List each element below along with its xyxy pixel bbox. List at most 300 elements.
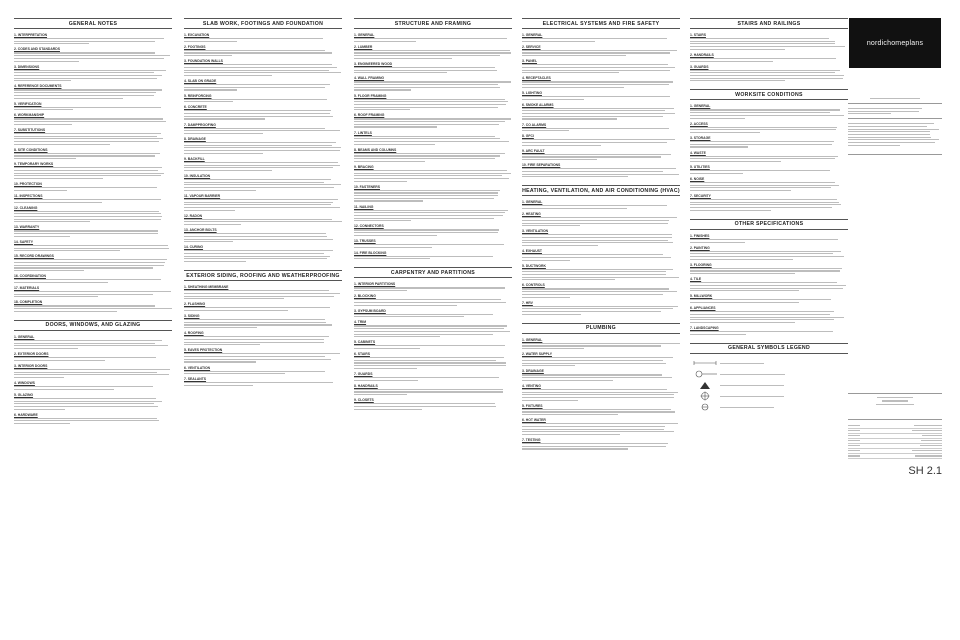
note-item bbox=[522, 229, 680, 246]
text-line bbox=[184, 75, 272, 76]
note-heading: 5. REINFORCING bbox=[184, 93, 212, 98]
legend-label-line bbox=[720, 385, 784, 386]
elevation-marker-icon bbox=[690, 370, 720, 378]
note-item bbox=[354, 398, 512, 409]
text-line bbox=[522, 431, 674, 432]
text-line bbox=[14, 262, 165, 263]
text-line bbox=[690, 207, 832, 208]
note-item bbox=[522, 33, 680, 42]
note-heading: 1. INTERIOR PARTITIONS bbox=[354, 282, 396, 287]
text-line bbox=[848, 126, 927, 127]
text-line bbox=[14, 43, 89, 44]
section-title: CARPENTRY AND PARTITIONS bbox=[354, 267, 512, 278]
note-item bbox=[14, 286, 172, 297]
text-line bbox=[14, 107, 161, 108]
note-heading: 6. SMOKE ALARMS bbox=[522, 102, 554, 107]
note-heading: 5. LIGHTING bbox=[522, 90, 542, 95]
text-line bbox=[354, 141, 509, 142]
text-line bbox=[184, 310, 288, 311]
text-line bbox=[522, 116, 663, 117]
note-item bbox=[354, 185, 512, 202]
note-item bbox=[14, 33, 172, 44]
text-line bbox=[690, 256, 844, 257]
text-line bbox=[184, 87, 325, 88]
text-line bbox=[184, 101, 233, 102]
text-line bbox=[522, 423, 678, 424]
text-line bbox=[690, 270, 840, 271]
text-line bbox=[690, 75, 844, 76]
text-line bbox=[184, 322, 326, 323]
text-line bbox=[354, 389, 503, 390]
text-line bbox=[354, 394, 407, 395]
text-line bbox=[14, 211, 159, 212]
text-line bbox=[14, 221, 90, 222]
text-line bbox=[690, 239, 838, 240]
legend-label-line bbox=[720, 407, 774, 408]
text-line bbox=[14, 75, 162, 76]
text-line bbox=[14, 167, 162, 168]
note-heading: 6. CONCRETE bbox=[184, 105, 207, 110]
text-line bbox=[14, 296, 98, 297]
note-heading: 11. VAPOUR BARRIER bbox=[184, 193, 221, 198]
text-line bbox=[848, 137, 931, 138]
text-line bbox=[14, 72, 154, 73]
note-heading: 4. TRIM bbox=[354, 320, 367, 325]
note-item bbox=[354, 294, 512, 305]
notes-column-3 bbox=[354, 18, 512, 625]
drawing-sheet bbox=[14, 18, 944, 625]
text-line bbox=[522, 446, 666, 447]
text-line bbox=[690, 242, 745, 243]
note-heading: 1. STAIRS bbox=[690, 33, 706, 37]
note-item bbox=[522, 59, 680, 73]
text-line bbox=[184, 72, 341, 73]
note-item bbox=[184, 377, 342, 386]
text-line bbox=[184, 327, 257, 328]
text-line bbox=[184, 290, 329, 291]
text-line bbox=[690, 173, 743, 174]
note-heading: 2. HEATING bbox=[522, 212, 541, 217]
text-line bbox=[14, 58, 164, 59]
note-heading: 6. VENTILATION bbox=[184, 365, 211, 370]
title-line bbox=[870, 98, 920, 99]
text-line bbox=[690, 112, 830, 113]
text-line bbox=[184, 353, 340, 354]
note-item bbox=[690, 294, 848, 303]
text-line bbox=[848, 455, 860, 456]
text-line bbox=[522, 208, 627, 209]
note-heading: 5. CABINETS bbox=[354, 340, 376, 345]
note-item bbox=[690, 65, 848, 82]
text-line bbox=[354, 67, 495, 68]
text-line bbox=[14, 95, 154, 96]
text-line bbox=[354, 377, 499, 378]
text-line bbox=[14, 401, 162, 402]
text-line bbox=[522, 67, 675, 68]
detail-marker-icon bbox=[690, 403, 720, 411]
text-line bbox=[690, 322, 795, 323]
text-line bbox=[14, 308, 172, 309]
text-line bbox=[522, 294, 663, 295]
note-item bbox=[354, 45, 512, 59]
text-line bbox=[184, 145, 332, 146]
text-line bbox=[354, 104, 506, 105]
text-line bbox=[522, 38, 667, 39]
text-line bbox=[522, 269, 673, 270]
text-line bbox=[354, 345, 505, 346]
text-line bbox=[184, 170, 272, 171]
text-line bbox=[354, 124, 499, 125]
note-item bbox=[690, 122, 848, 133]
note-item bbox=[14, 102, 172, 111]
text-line bbox=[354, 170, 507, 171]
note-item bbox=[184, 214, 342, 225]
text-line bbox=[690, 317, 844, 318]
text-line bbox=[354, 365, 506, 366]
note-item bbox=[690, 33, 848, 50]
note-heading: 10. FIRE SEPARATIONS bbox=[522, 163, 561, 168]
note-heading: 18. COMPLETION bbox=[14, 300, 43, 305]
text-line bbox=[354, 212, 505, 213]
note-item bbox=[354, 148, 512, 162]
note-heading: 8. HANDRAILS bbox=[354, 383, 378, 388]
text-line bbox=[14, 41, 155, 42]
text-line bbox=[690, 319, 834, 320]
text-line bbox=[354, 101, 508, 102]
note-item bbox=[522, 418, 680, 435]
text-line bbox=[354, 198, 494, 199]
text-line bbox=[14, 153, 160, 154]
note-item bbox=[14, 84, 172, 98]
text-line bbox=[354, 244, 504, 245]
note-heading: 8. GFCI bbox=[522, 134, 534, 139]
text-line bbox=[690, 49, 785, 50]
text-line bbox=[690, 161, 781, 162]
note-heading: 14. CURING bbox=[184, 245, 204, 250]
note-item bbox=[14, 113, 172, 124]
note-item bbox=[354, 282, 512, 291]
note-heading: 13. TRUSSES bbox=[354, 238, 376, 243]
text-line bbox=[14, 248, 169, 249]
text-line bbox=[522, 308, 673, 309]
text-line bbox=[522, 277, 679, 278]
note-heading: 5. VERIFICATION bbox=[14, 101, 42, 106]
text-line bbox=[14, 348, 78, 349]
text-line bbox=[522, 400, 578, 401]
text-line bbox=[522, 271, 666, 272]
text-line bbox=[14, 216, 162, 217]
text-line bbox=[690, 202, 839, 203]
text-line bbox=[184, 41, 237, 42]
text-line bbox=[184, 116, 333, 117]
text-line bbox=[184, 336, 329, 337]
note-heading: 14. SAFETY bbox=[14, 239, 34, 244]
note-heading: 6. CONTROLS bbox=[522, 283, 545, 288]
text-line bbox=[522, 156, 661, 157]
text-line bbox=[522, 145, 601, 146]
text-line bbox=[690, 334, 746, 335]
note-item bbox=[522, 369, 680, 380]
note-item bbox=[184, 123, 342, 134]
text-line bbox=[354, 348, 420, 349]
note-heading: 7. LANDSCAPING bbox=[690, 326, 719, 330]
note-heading: 3. PANEL bbox=[522, 59, 538, 64]
text-line bbox=[354, 175, 502, 176]
text-line bbox=[354, 316, 464, 317]
note-item bbox=[184, 348, 342, 362]
text-line bbox=[14, 282, 108, 283]
text-line bbox=[184, 89, 237, 90]
text-line bbox=[354, 380, 418, 381]
note-heading: 5. DUCTWORK bbox=[522, 263, 546, 268]
text-line bbox=[690, 282, 837, 283]
note-heading: 6. HOT WATER bbox=[522, 418, 546, 423]
text-line bbox=[354, 99, 505, 100]
note-heading: 7. CO ALARMS bbox=[522, 122, 547, 127]
text-line bbox=[184, 113, 330, 114]
note-item bbox=[184, 314, 342, 328]
text-line bbox=[354, 181, 407, 182]
section-title: ELECTRICAL SYSTEMS AND FIRE SAFETY bbox=[522, 18, 680, 29]
note-heading: 7. SEALANTS bbox=[184, 377, 207, 382]
note-heading: 1. GENERAL bbox=[690, 104, 711, 109]
text-line bbox=[690, 331, 833, 332]
text-line bbox=[522, 397, 674, 398]
text-line bbox=[184, 147, 341, 148]
note-item bbox=[354, 251, 512, 260]
text-line bbox=[522, 360, 663, 361]
note-heading: 6. ROOF FRAMING bbox=[354, 113, 385, 118]
note-item bbox=[14, 128, 172, 145]
note-heading: 9. ARC FAULT bbox=[522, 148, 545, 153]
text-line bbox=[354, 126, 437, 127]
text-line bbox=[848, 108, 922, 109]
text-line bbox=[690, 132, 760, 133]
note-item bbox=[184, 194, 342, 211]
project-description-lines bbox=[848, 123, 942, 146]
note-item bbox=[184, 79, 342, 90]
text-line bbox=[522, 118, 617, 119]
text-line bbox=[14, 213, 161, 214]
note-heading: 7. SUBSTITUTIONS bbox=[14, 127, 46, 132]
text-line bbox=[184, 239, 333, 240]
text-line bbox=[522, 113, 675, 114]
text-line bbox=[14, 423, 70, 424]
note-item bbox=[14, 300, 172, 311]
text-line bbox=[522, 168, 676, 169]
text-line bbox=[184, 179, 331, 180]
note-item bbox=[354, 224, 512, 235]
text-line bbox=[522, 159, 597, 160]
text-line bbox=[690, 156, 838, 157]
text-line bbox=[522, 139, 675, 140]
company-logo bbox=[849, 18, 941, 68]
text-line bbox=[14, 144, 110, 145]
note-heading: 3. GUARDS bbox=[690, 64, 709, 69]
text-line bbox=[354, 357, 504, 358]
text-line bbox=[184, 118, 265, 119]
note-item bbox=[184, 285, 342, 299]
notes-column-5 bbox=[690, 18, 848, 625]
text-line bbox=[522, 392, 678, 393]
section-title: HEATING, VENTILATION, AND AIR CONDITIONING (HVAC) bbox=[522, 185, 680, 196]
note-heading: 9. BACKFILL bbox=[184, 156, 205, 161]
note-heading: 4. WALL FRAMING bbox=[354, 76, 385, 81]
text-line bbox=[184, 344, 260, 345]
section-title: OTHER SPECIFICATIONS bbox=[690, 219, 848, 230]
text-line bbox=[522, 345, 661, 346]
text-line bbox=[522, 380, 613, 381]
text-line bbox=[184, 339, 324, 340]
text-line bbox=[184, 153, 263, 154]
note-heading: 2. SERVICE bbox=[522, 44, 541, 49]
text-line bbox=[354, 409, 422, 410]
note-item bbox=[14, 240, 172, 251]
text-line bbox=[184, 210, 235, 211]
text-line bbox=[690, 204, 841, 205]
text-line bbox=[522, 363, 666, 364]
text-line bbox=[690, 299, 831, 300]
text-line bbox=[522, 142, 667, 143]
text-line bbox=[184, 162, 338, 163]
text-line bbox=[14, 305, 155, 306]
note-heading: 7. GUARDS bbox=[354, 371, 373, 376]
text-line bbox=[848, 142, 935, 143]
text-line bbox=[14, 178, 103, 179]
text-line bbox=[522, 426, 665, 427]
note-heading: 8. SITE CONDITIONS bbox=[14, 147, 48, 152]
text-line bbox=[690, 268, 842, 269]
note-item bbox=[184, 157, 342, 171]
text-line bbox=[876, 404, 914, 405]
legend-label-line bbox=[720, 396, 784, 397]
text-line bbox=[184, 167, 333, 168]
text-line bbox=[690, 302, 799, 303]
text-line bbox=[848, 129, 939, 130]
note-heading: 4. SLAB ON GRADE bbox=[184, 79, 217, 84]
text-line bbox=[914, 425, 942, 426]
note-item bbox=[522, 283, 680, 297]
text-line bbox=[14, 372, 157, 373]
text-line bbox=[14, 109, 73, 110]
note-item bbox=[354, 113, 512, 127]
note-item bbox=[184, 137, 342, 154]
text-line bbox=[354, 81, 511, 82]
text-line bbox=[354, 305, 457, 306]
text-line bbox=[14, 155, 155, 156]
section-title: SLAB WORK, FOOTINGS AND FOUNDATION bbox=[184, 18, 342, 29]
text-line bbox=[522, 242, 673, 243]
note-item bbox=[522, 91, 680, 100]
text-line bbox=[690, 187, 831, 188]
text-line bbox=[522, 240, 668, 241]
section-title: GENERAL SYMBOLS LEGEND bbox=[690, 343, 848, 354]
text-line bbox=[184, 221, 342, 222]
text-line bbox=[690, 158, 835, 159]
note-item bbox=[184, 59, 342, 76]
text-line bbox=[354, 38, 507, 39]
section-title: PLUMBING bbox=[522, 323, 680, 334]
note-heading: 4. TILE bbox=[690, 277, 702, 282]
text-line bbox=[690, 127, 837, 128]
text-line bbox=[354, 89, 411, 90]
text-line bbox=[14, 311, 117, 312]
text-line bbox=[14, 267, 153, 268]
note-item bbox=[14, 194, 172, 203]
text-line bbox=[14, 265, 164, 266]
text-line bbox=[921, 440, 942, 441]
title-block-rule bbox=[848, 118, 942, 119]
text-line bbox=[690, 129, 836, 130]
text-line bbox=[354, 178, 509, 179]
note-heading: 3. INTERIOR DOORS bbox=[14, 363, 48, 368]
note-item bbox=[522, 404, 680, 415]
text-line bbox=[184, 385, 253, 386]
note-item bbox=[690, 263, 848, 274]
note-heading: 15. RECORD DRAWINGS bbox=[14, 254, 54, 259]
title-block-rule bbox=[848, 103, 942, 104]
text-line bbox=[354, 173, 511, 174]
text-line bbox=[354, 360, 496, 361]
note-item bbox=[14, 393, 172, 410]
text-line bbox=[184, 324, 332, 325]
note-item bbox=[14, 182, 172, 191]
note-heading: 11. INSPECTIONS bbox=[14, 193, 43, 198]
text-line bbox=[354, 55, 500, 56]
text-line bbox=[184, 64, 332, 65]
text-line bbox=[522, 389, 667, 390]
note-item bbox=[690, 136, 848, 147]
text-line bbox=[690, 259, 793, 260]
text-line bbox=[690, 182, 835, 183]
note-heading: 4. ROOFING bbox=[184, 331, 204, 336]
note-item bbox=[184, 228, 342, 242]
text-line bbox=[354, 302, 506, 303]
legend-row bbox=[690, 391, 848, 402]
text-line bbox=[184, 236, 327, 237]
text-line bbox=[14, 61, 79, 62]
text-line bbox=[522, 245, 598, 246]
text-line bbox=[184, 67, 337, 68]
text-line bbox=[184, 199, 338, 200]
note-heading: 1. GENERAL bbox=[522, 337, 543, 342]
text-line bbox=[882, 400, 907, 401]
text-line bbox=[184, 253, 324, 254]
note-heading: 2. WATER SUPPLY bbox=[522, 352, 552, 357]
text-line bbox=[14, 406, 158, 407]
text-line bbox=[184, 250, 333, 251]
text-line bbox=[14, 219, 161, 220]
note-heading: 2. LUMBER bbox=[354, 44, 373, 49]
text-line bbox=[690, 118, 745, 119]
text-line bbox=[184, 359, 331, 360]
title-block-rule bbox=[848, 154, 942, 155]
note-heading: 2. ACCESS bbox=[690, 121, 708, 126]
drawing-title-lines bbox=[848, 397, 942, 404]
text-line bbox=[354, 195, 498, 196]
text-line bbox=[184, 52, 332, 53]
note-item bbox=[522, 352, 680, 366]
text-line bbox=[14, 343, 155, 344]
text-line bbox=[354, 144, 435, 145]
note-heading: 3. ENGINEERED WOOD bbox=[354, 61, 393, 66]
text-line bbox=[14, 70, 166, 71]
note-heading: 4. WASTE bbox=[690, 150, 706, 155]
text-line bbox=[14, 52, 155, 53]
note-item bbox=[354, 340, 512, 349]
text-line bbox=[690, 185, 839, 186]
text-line bbox=[690, 273, 795, 274]
